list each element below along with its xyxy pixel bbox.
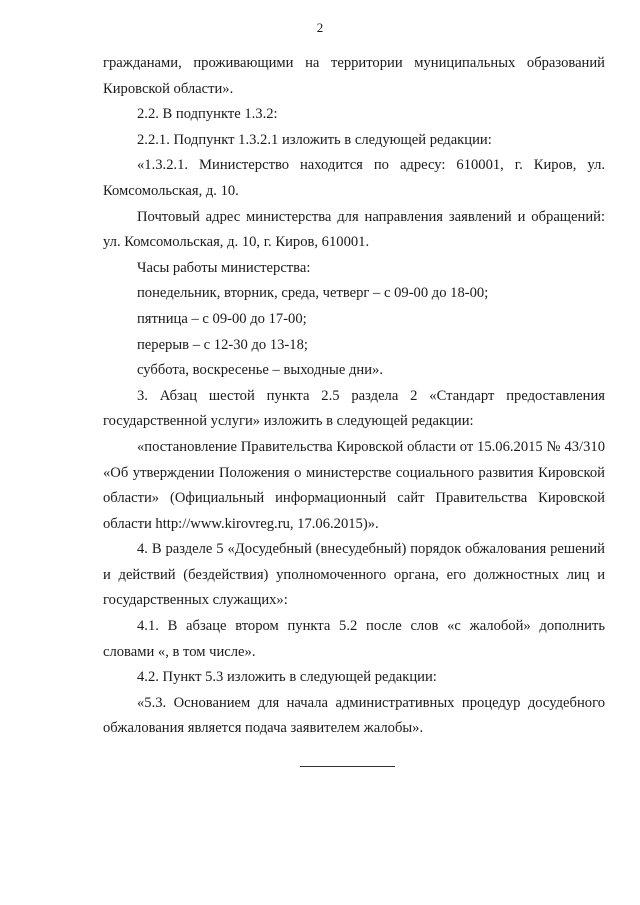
paragraph-hours-weekend: суббота, воскресенье – выходные дни». — [137, 362, 383, 379]
paragraph-ministry-address: «1.3.2.1. Министерство находится по адресу: 610001, г. Киров, ул. Комсомольская, д. 10. — [103, 157, 605, 199]
paragraph-2-2-1: 2.2.1. Подпункт 1.3.2.1 изложить в следующей редакции: — [137, 131, 492, 148]
paragraph-3: 3. Абзац шестой пункта 2.5 раздела 2 «Стандарт предоставления государственной услуги» изложить в следующей редакции: — [103, 387, 605, 430]
paragraph-2-2: 2.2. В подпункте 1.3.2: — [137, 106, 278, 123]
paragraph-hours-weekdays: понедельник, вторник, среда, четверг – с 09-00 до 18-00; — [137, 285, 489, 302]
page-number: 2 — [316, 20, 324, 35]
paragraph-resolution: «постановление Правительства Кировской области от 15.06.2015 № 43/310 «Об утверждении Положения о министерстве социального развития Кировской области» (Официальный информационный сайт Правительства Кировской области http://www.kirovreg.ru, 17.06.2015)». — [103, 438, 605, 532]
end-separator-line — [300, 766, 395, 767]
paragraph-4-2: 4.2. Пункт 5.3 изложить в следующей редакции: — [137, 669, 437, 686]
paragraph-hours-break: перерыв – с 12-30 до 13-18; — [137, 336, 308, 353]
document-body — [103, 51, 605, 742]
paragraph-4: 4. В разделе 5 «Досудебный (внесудебный) порядок обжалования решений и действий (бездействия) уполномоченного органа, его должностных лиц и государственных служащих»: — [103, 541, 605, 609]
paragraph-postal-address: Почтовый адрес министерства для направления заявлений и обращений: ул. Комсомольская, д. 10, г. Киров, 610001. — [103, 208, 605, 251]
paragraph-hours-friday: пятница – с 09-00 до 17-00; — [137, 310, 307, 327]
paragraph-working-hours-title: Часы работы министерства: — [137, 259, 311, 276]
paragraph-5-3: «5.3. Основанием для начала административных процедур досудебного обжалования является подача заявителем жалобы». — [103, 694, 605, 737]
paragraph-continuation: гражданами, проживающими на территории муниципальных образований Кировской области». — [103, 55, 605, 97]
paragraph-4-1: 4.1. В абзаце втором пункта 5.2 после слов «с жалобой» дополнить словами «, в том числе». — [103, 618, 605, 660]
